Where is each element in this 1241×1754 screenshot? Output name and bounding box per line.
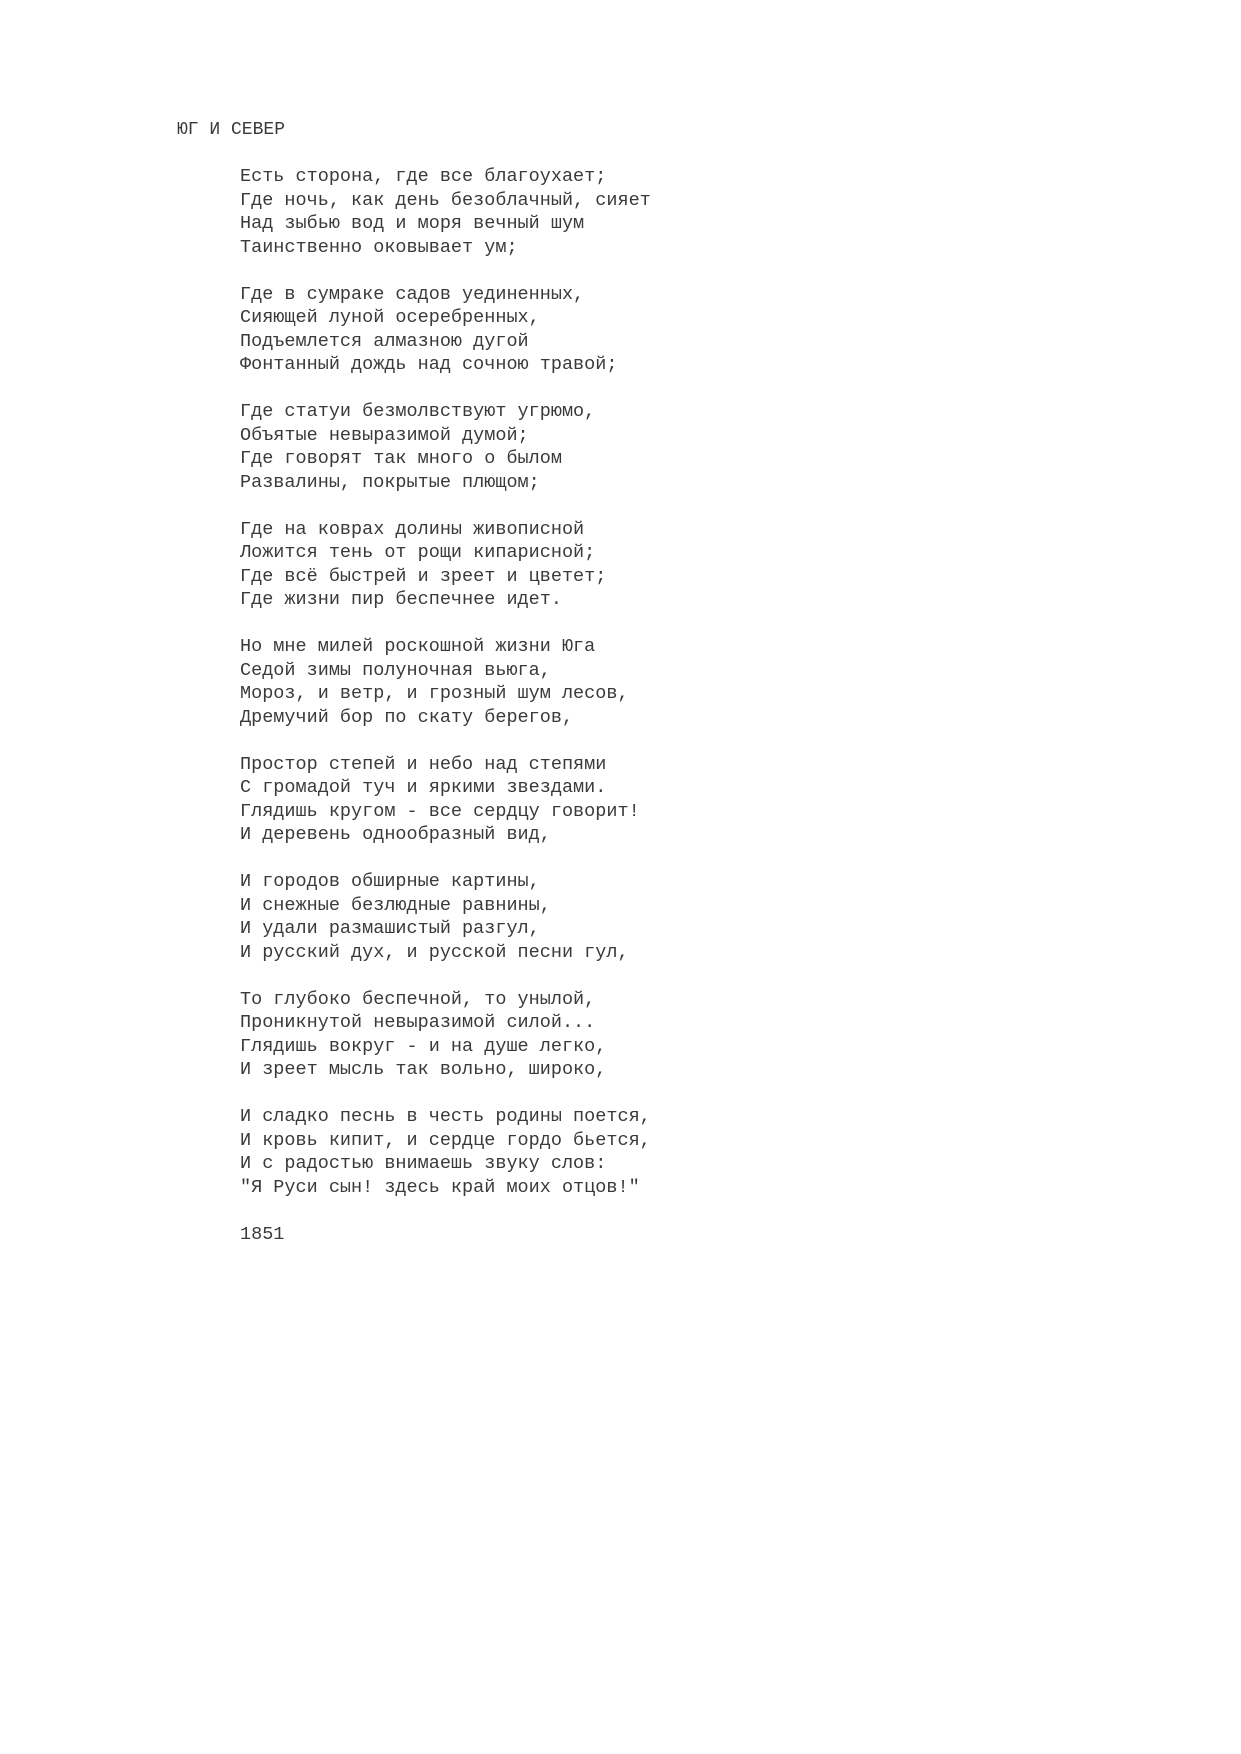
- poem-line: И зреет мысль так вольно, широко,: [240, 1059, 607, 1080]
- poem-body: [240, 165, 651, 1246]
- poem-line: И русский дух, и русской песни гул,: [240, 941, 629, 963]
- stanza: [240, 165, 651, 259]
- poem-line: Ложится тень от рощи кипарисной;: [240, 542, 596, 563]
- poem-line: С громадой туч и яркими звездами.: [240, 777, 607, 798]
- poem-line: То глубоко беспечной, то унылой,: [240, 988, 596, 1010]
- poem-line: И кровь кипит, и сердце гордо бьется,: [240, 1129, 651, 1151]
- poem-line: Где в сумраке садов уединенных,: [240, 283, 585, 305]
- stanza: [240, 988, 651, 1082]
- poem-line: Таинственно оковывает ум;: [240, 236, 518, 258]
- poem-line: И с радостью внимаешь звуку слов:: [240, 1153, 607, 1174]
- poem-line: "Я Руси сын! здесь край моих отцов!": [240, 1176, 640, 1198]
- poem-line: Подъемлется алмазною дугой: [240, 330, 529, 352]
- poem-line: Есть сторона, где все благоухает;: [240, 166, 607, 187]
- stanza: [240, 870, 651, 964]
- poem-line: Простор степей и небо над степями: [240, 753, 607, 775]
- poem-line: Где всё быстрей и зреет и цветет;: [240, 565, 607, 587]
- poem-line: Глядишь кругом - все сердцу говорит!: [240, 800, 640, 822]
- poem-date: 1851: [240, 1223, 285, 1245]
- stanza: [240, 1105, 651, 1199]
- poem-title: ЮГ И СЕВЕР: [177, 120, 286, 140]
- stanza: [240, 283, 651, 377]
- poem-line: Глядишь вокруг - и на душе легко,: [240, 1035, 607, 1057]
- poem-line: Но мне милей роскошной жизни Юга: [240, 636, 596, 657]
- poem-line: И удали размашистый разгул,: [240, 918, 540, 939]
- stanza: [240, 635, 651, 729]
- poem-line: Объятые невыразимой думой;: [240, 424, 529, 446]
- poem-line: Где жизни пир беспечнее идет.: [240, 589, 562, 610]
- poem-line: Над зыбью вод и моря вечный шум: [240, 213, 585, 234]
- poem-line: Седой зимы полуночная вьюга,: [240, 659, 551, 681]
- stanza: [240, 753, 651, 847]
- poem-line: И сладко песнь в честь родины поется,: [240, 1106, 651, 1127]
- poem-line: Фонтанный дождь над сочною травой;: [240, 354, 618, 375]
- poem-line: Дремучий бор по скату берегов,: [240, 706, 574, 728]
- poem-line: И деревень однообразный вид,: [240, 824, 551, 845]
- stanza: [240, 400, 651, 494]
- poem-line: Проникнутой невыразимой силой...: [240, 1012, 596, 1033]
- poem-line: Развалины, покрытые плющом;: [240, 471, 540, 493]
- poem-line: Сияющей луной осеребренных,: [240, 307, 540, 328]
- poem-line: Где статуи безмолвствуют угрюмо,: [240, 401, 596, 422]
- poem-line: Где говорят так много о былом: [240, 448, 562, 469]
- poem-line: Где ночь, как день безоблачный, сияет: [240, 189, 651, 211]
- poem-line: Мороз, и ветр, и грозный шум лесов,: [240, 683, 629, 704]
- stanza: [240, 518, 651, 612]
- poem-line: Где на коврах долины живописной: [240, 518, 585, 540]
- poem-line: И городов обширные картины,: [240, 871, 540, 892]
- poem-line: И снежные безлюдные равнины,: [240, 894, 551, 916]
